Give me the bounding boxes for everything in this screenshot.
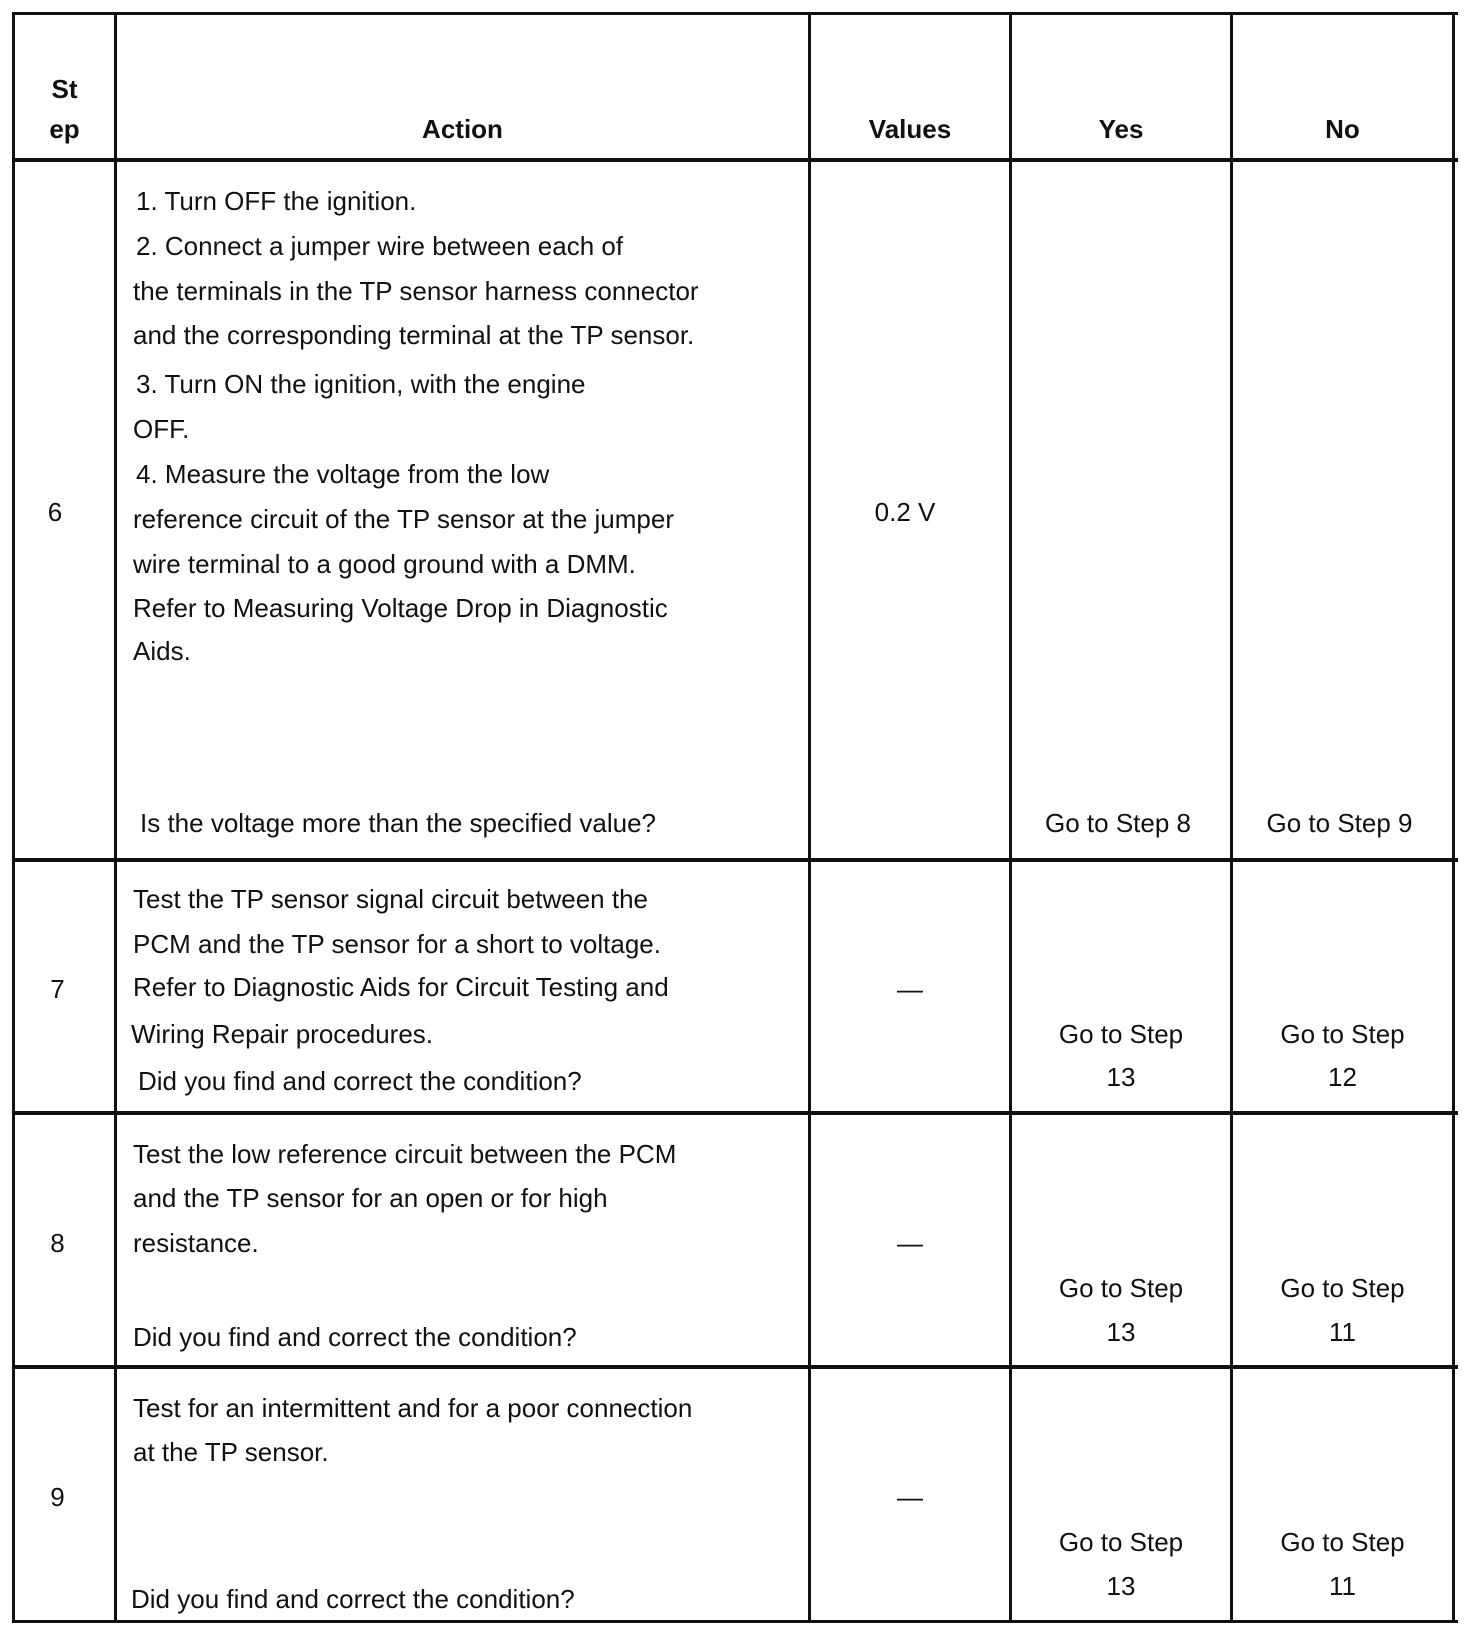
- header-no: No: [1325, 114, 1360, 144]
- column-divider: [808, 12, 811, 1623]
- action-line: Wiring Repair procedures.: [131, 1019, 434, 1049]
- yes-cell: Go to Step: [1058, 1019, 1184, 1049]
- yes-cell: Go to Step 8: [1045, 808, 1191, 838]
- value-cell: 0.2 V: [874, 497, 936, 527]
- yes-cell: 13: [1106, 1571, 1136, 1601]
- row-divider: [12, 858, 1458, 862]
- action-line: wire terminal to a good ground with a DMM.: [133, 549, 636, 579]
- action-question: Is the voltage more than the specified value?: [140, 808, 656, 838]
- action-line: the terminals in the TP sensor harness connector: [133, 276, 699, 306]
- value-cell: —: [897, 1228, 923, 1258]
- action-line: and the TP sensor for an open or for high: [133, 1183, 608, 1213]
- action-line: 4. Measure the voltage from the low: [136, 459, 550, 489]
- header-action: Action: [422, 114, 503, 144]
- no-cell: 11: [1329, 1571, 1356, 1601]
- no-cell: Go to Step: [1280, 1273, 1405, 1303]
- action-line: Test the low reference circuit between the PCM: [133, 1139, 677, 1169]
- row-divider: [12, 1111, 1458, 1115]
- action-line: 1. Turn OFF the ignition.: [136, 186, 417, 216]
- action-line: 3. Turn ON the ignition, with the engine: [136, 369, 586, 399]
- step-number: 8: [50, 1228, 65, 1258]
- action-line: PCM and the TP sensor for a short to voltage.: [133, 929, 661, 959]
- no-cell: Go to Step: [1280, 1019, 1405, 1049]
- step-number: 7: [50, 974, 65, 1004]
- yes-cell: 13: [1106, 1062, 1136, 1092]
- action-line: OFF.: [133, 414, 190, 444]
- value-cell: —: [897, 1482, 923, 1512]
- no-cell: Go to Step: [1280, 1527, 1405, 1557]
- yes-cell: Go to Step: [1058, 1273, 1184, 1303]
- yes-cell: 13: [1106, 1317, 1136, 1347]
- header-step-line2: ep: [49, 114, 80, 144]
- action-line: 2. Connect a jumper wire between each of: [136, 231, 624, 261]
- header-step-line1: St: [51, 74, 78, 104]
- header-yes: Yes: [1098, 114, 1144, 144]
- row-divider: [12, 1365, 1458, 1369]
- table-border-left: [12, 12, 15, 1623]
- no-cell: Go to Step 9: [1266, 808, 1413, 838]
- action-line: Refer to Diagnostic Aids for Circuit Testing and: [133, 972, 669, 1002]
- action-question: Did you find and correct the condition?: [131, 1584, 575, 1614]
- step-number: 6: [47, 497, 63, 527]
- action-line: Test for an intermittent and for a poor connection: [133, 1393, 693, 1423]
- action-line: and the corresponding terminal at the TP sensor.: [133, 320, 695, 350]
- value-cell: —: [897, 974, 923, 1004]
- no-cell: 12: [1328, 1062, 1357, 1092]
- column-divider: [114, 12, 117, 1623]
- action-question: Did you find and correct the condition?: [138, 1066, 582, 1096]
- table-border-top: [12, 12, 1458, 15]
- header-values: Values: [868, 114, 952, 144]
- no-cell: 11: [1329, 1317, 1356, 1347]
- action-line: Test the TP sensor signal circuit between the: [133, 884, 648, 914]
- action-line: Refer to Measuring Voltage Drop in Diagnostic: [133, 593, 668, 623]
- action-line: Aids.: [133, 636, 191, 666]
- table-border-bottom: [12, 1620, 1458, 1623]
- action-question: Did you find and correct the condition?: [133, 1322, 577, 1352]
- yes-cell: Go to Step: [1058, 1527, 1184, 1557]
- step-number: 9: [50, 1482, 65, 1512]
- action-line: at the TP sensor.: [133, 1437, 329, 1467]
- action-line: reference circuit of the TP sensor at the jumper: [133, 504, 674, 534]
- header-divider: [12, 158, 1458, 162]
- table-border-right: [1452, 12, 1455, 1623]
- action-line: resistance.: [133, 1228, 259, 1258]
